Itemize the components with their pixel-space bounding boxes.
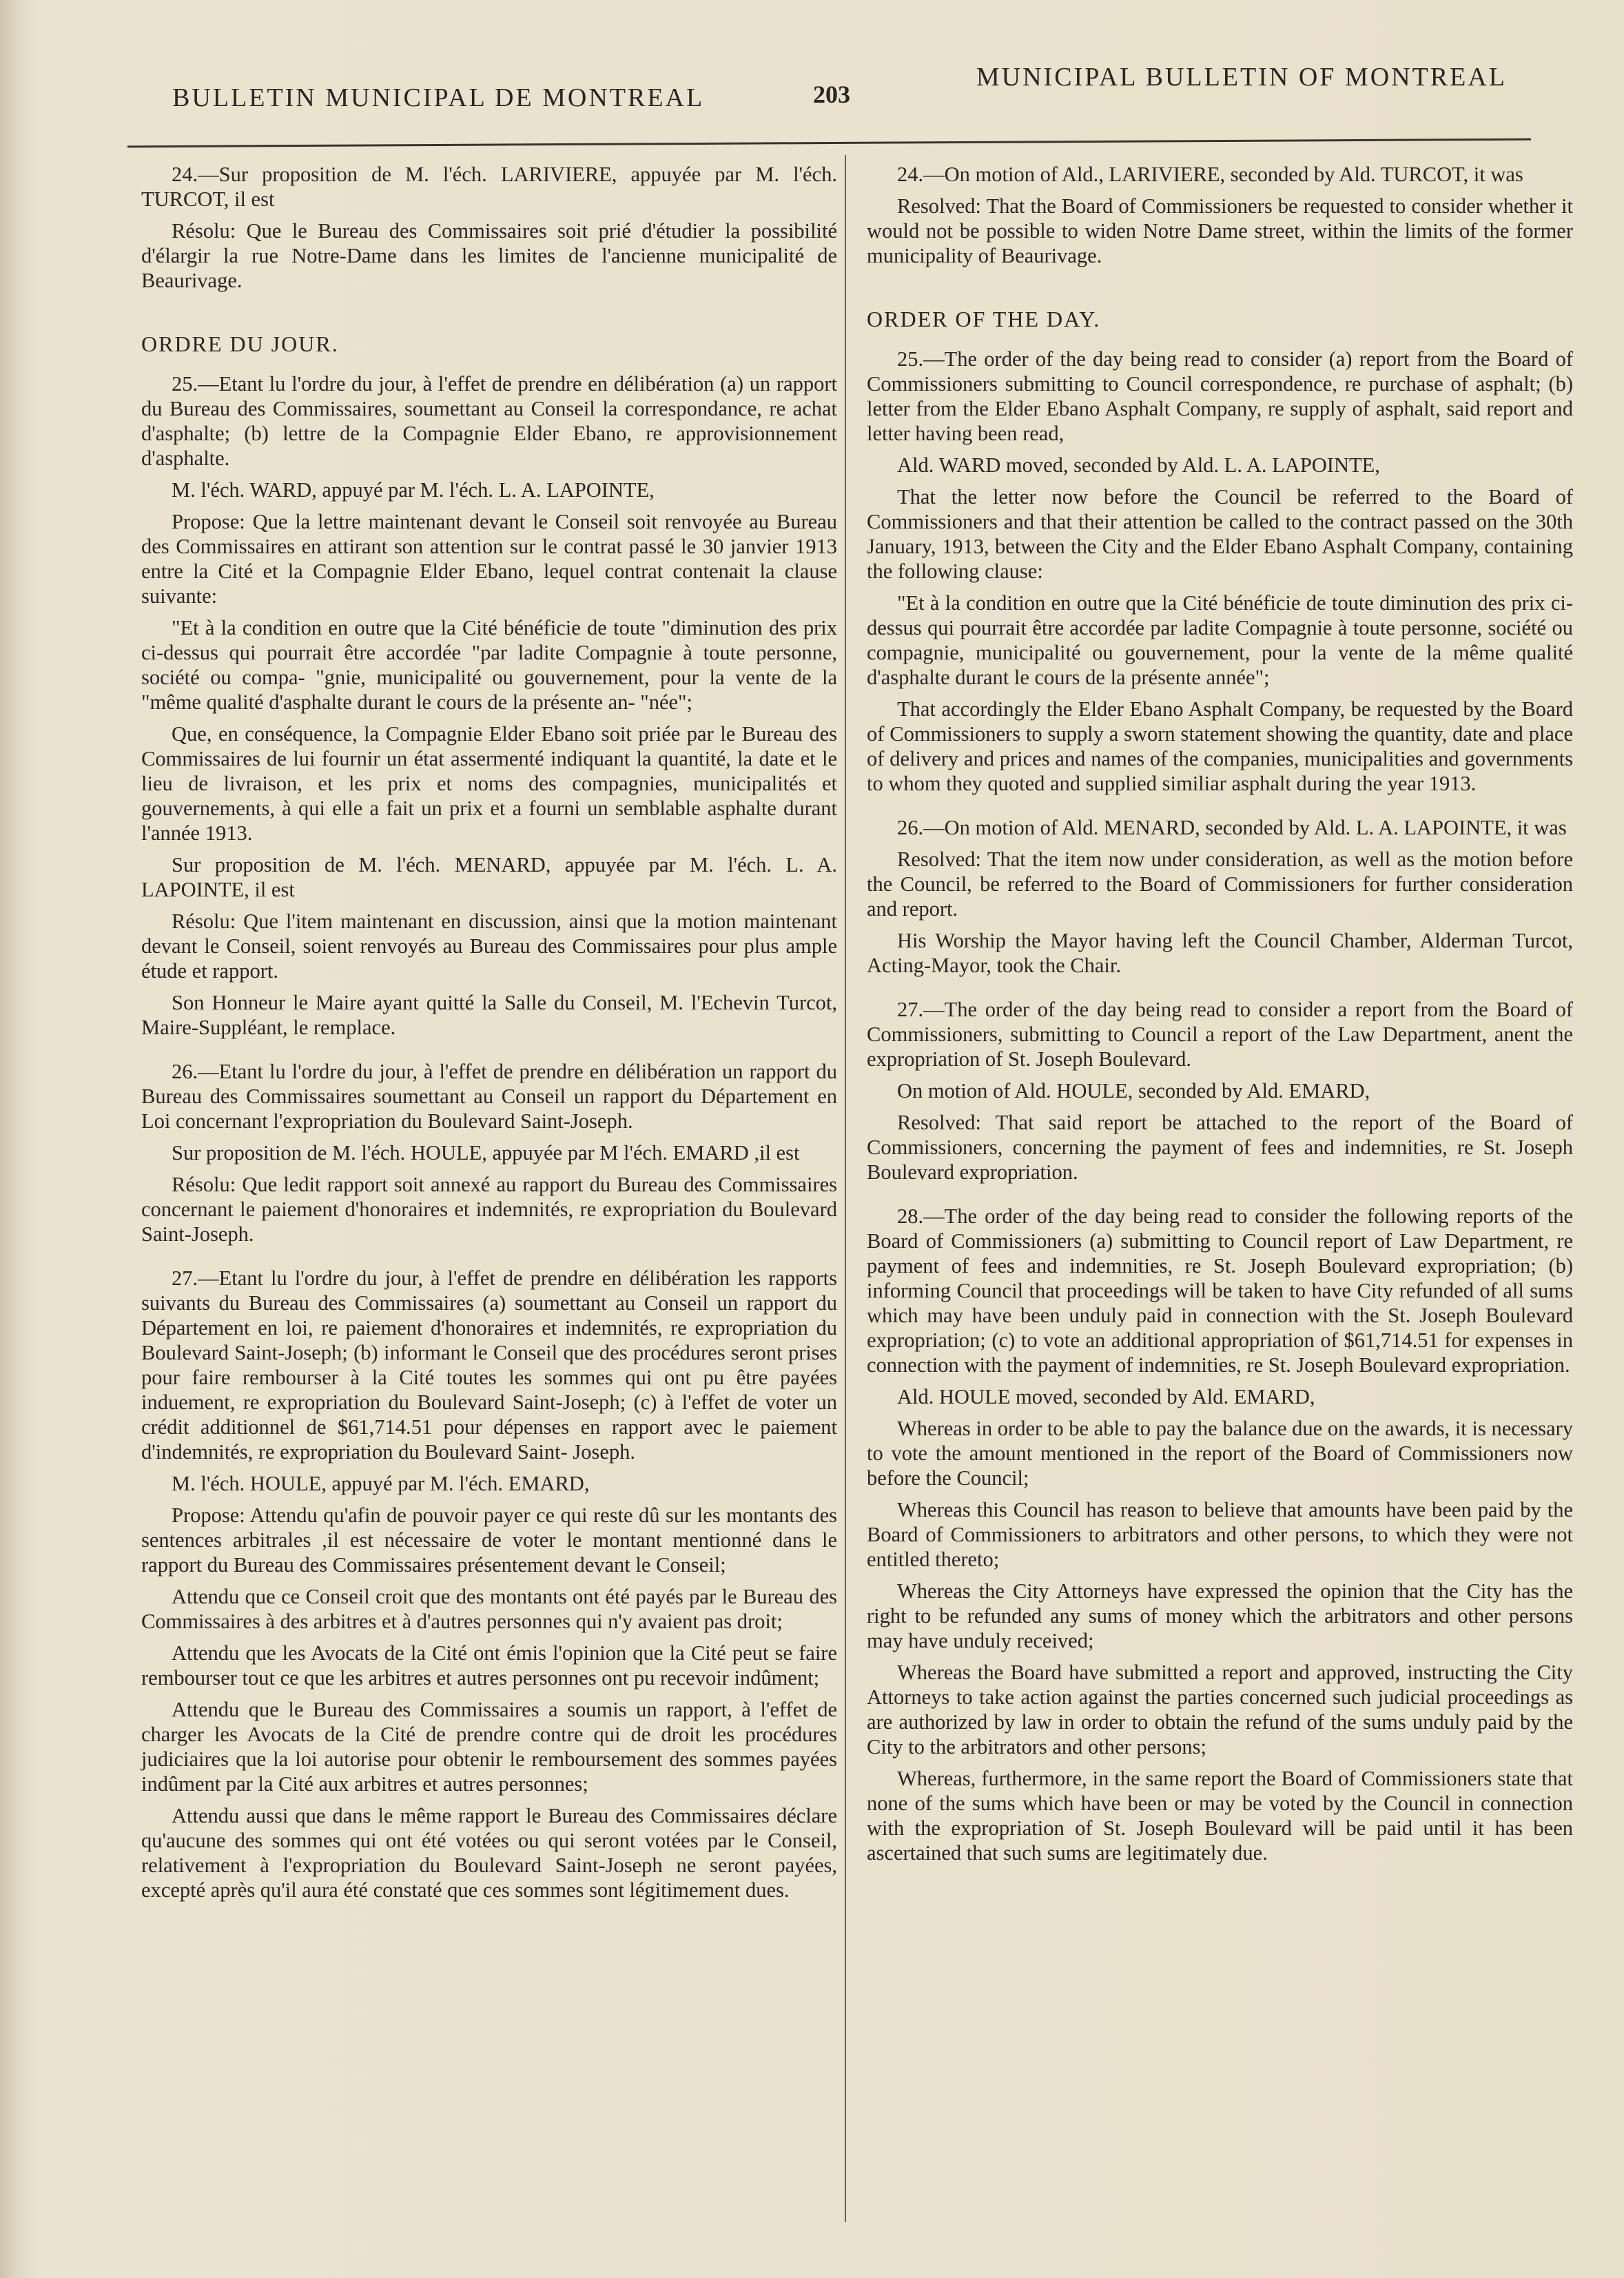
paragraph: Résolu: Que le Bureau des Commissaires soit prié d'étudier la possibilité d'élargir la rue Notre-Dame dans les limites de l'ancienne municipalité de Beaurivage. xyxy=(141,219,837,292)
paragraph: Son Honneur le Maire ayant quitté la Salle du Conseil, M. l'Echevin Turcot, Maire-Suppléant, le remplace. xyxy=(141,991,837,1039)
paragraph: On motion of Ald. HOULE, seconded by Ald. EMARD, xyxy=(897,1079,1370,1102)
paragraph: 27.—The order of the day being read to consider a report from the Board of Commissioners, submitting to Council a report of the Law Department, anent the expropriation of St. Joseph Boulevard. xyxy=(867,998,1573,1071)
paragraph: Attendu que le Bureau des Commissaires a soumis un rapport, à l'effet de charger les Avocats de la Cité de prendre contre qui de droit les procédures judiciaires que la loi autorise pour obtenir le remboursement des sommes payées indûment par la Cité aux arbitres et autres personnes; xyxy=(141,1698,837,1796)
paragraph: 26.—Etant lu l'ordre du jour, à l'effet de prendre en délibération un rapport du Bureau des Commissaires soumettant au Conseil un rapport du Département en Loi concernant l'expropriation du Boulevard Saint-Joseph. xyxy=(141,1060,837,1133)
paragraph: Resolved: That the item now under consideration, as well as the motion before the Council, be referred to the Board of Commissioners for further consideration and report. xyxy=(867,848,1573,921)
paragraph: Attendu aussi que dans le même rapport le Bureau des Commissaires déclare qu'aucune des sommes qui ont été votées ou qui seront votées par le Conseil, relativement à l'expropriation du Boulevard Saint-Joseph ne seront payées, excepté après qu'il aura été constaté que ces sommes sont légitimement dues. xyxy=(141,1804,837,1902)
paragraph: Que, en conséquence, la Compagnie Elder Ebano soit priée par le Bureau des Commissaires de lui fournir un état assermenté indiquant la quantité, la date et le lieu de livraison, et les prix et noms des compagnies, municipalités et gouvernements, à qui elle a fait un prix et a fourni un semblable asphalte durant l'année 1913. xyxy=(141,722,837,845)
paragraph: M. l'éch. HOULE, appuyé par M. l'éch. EMARD, xyxy=(172,1472,590,1495)
paragraph: Attendu que ce Conseil croit que des montants ont été payés par le Bureau des Commissaires à des arbitres et à d'autres personnes qui n'y avaient pas droit; xyxy=(141,1585,837,1633)
paragraph: Ald. HOULE moved, seconded by Ald. EMARD, xyxy=(897,1385,1315,1408)
paragraph: Whereas the Board have submitted a report and approved, instructing the City Attorneys to take action against the parties concerned such judicial proceedings as are authorized by law in order to obtain the refund of the sums unduly paid by the City to the arbitrators and other persons; xyxy=(867,1661,1573,1758)
page-header xyxy=(124,55,1534,131)
paragraph-gap xyxy=(141,1047,837,1059)
column-divider xyxy=(845,155,846,2222)
paragraph: "Et à la condition en outre que la Cité bénéficie de toute diminution des prix ci-dessus qui pourrait être accordée par ladite Compagnie à toute personne, société ou compagnie, municipalité ou gouvernement, pour la vente de la même qualité d'asphalte durant le cours de la présente année"; xyxy=(867,591,1573,689)
paragraph: That accordingly the Elder Ebano Asphalt Company, be requested by the Board of Commissioners to supply a sworn statement showing the quantity, date and place of delivery and prices and names of the companies, municipalities and governments to whom they quoted and supplied similiar asphalt during the year 1913. xyxy=(867,697,1573,795)
paragraph: Resolved: That the Board of Commissioners be requested to consider whether it would not be possible to widen Notre Dame street, within the limits of the former municipality of Beaurivage. xyxy=(867,194,1573,267)
paragraph: Sur proposition de M. l'éch. MENARD, appuyée par M. l'éch. L. A. LAPOINTE, il est xyxy=(141,853,837,901)
paragraph: 24.—Sur proposition de M. l'éch. LARIVIERE, appuyée par M. l'éch. TURCOT, il est xyxy=(141,163,837,211)
french-column xyxy=(141,162,837,1909)
paragraph: 26.—On motion of Ald. MENARD, seconded by Ald. L. A. LAPOINTE, it was xyxy=(897,816,1567,839)
paragraph: 28.—The order of the day being read to consider the following reports of the Board of Commissioners (a) submitting to Council report of Law Department, re payment of fees and indemnities, re St. Joseph Boulevard expropriation; (b) informing Council that proceedings will be taken to have City refunded of all sums which may have been unduly paid in connection with the St. Joseph Boulevard expropriation; (c) to vote an additional appropriation of $61,714.51 for expenses in connection with the payment of indemnities, re St. Joseph Boulevard expropriation. xyxy=(867,1204,1573,1377)
paragraph-gap xyxy=(867,985,1573,997)
paragraph: Ald. WARD moved, seconded by Ald. L. A. LAPOINTE, xyxy=(897,453,1380,477)
section-heading: ORDRE DU JOUR. xyxy=(141,331,339,356)
paragraph: Whereas, furthermore, in the same report the Board of Commissioners state that none of the sums which have been or may be voted by the Council in connection with the expropriation of St. Joseph Boulevard will be paid until it has been ascertained that such sums are legitimately due. xyxy=(867,1767,1573,1865)
header-french-title: BULLETIN MUNICIPAL DE MONTREAL xyxy=(172,83,705,112)
paragraph: Propose: Attendu qu'afin de pouvoir payer ce qui reste dû sur les montants des sentences arbitrales ,il est nécessaire de voter le montant mentionné dans le rapport du Bureau des Commissaires présentement devant le Conseil; xyxy=(141,1504,837,1577)
paragraph: Résolu: Que ledit rapport soit annexé au rapport du Bureau des Commissaires concernant le paiement d'honoraires et indemnités, re expropriation du Boulevard Saint-Joseph. xyxy=(141,1173,837,1246)
paragraph: His Worship the Mayor having left the Council Chamber, Alderman Turcot, Acting-Mayor, took the Chair. xyxy=(867,929,1573,977)
header-rule xyxy=(127,138,1531,148)
paragraph-gap xyxy=(141,1253,837,1266)
section-heading: ORDER OF THE DAY. xyxy=(867,307,1101,331)
paragraph: Whereas the City Attorneys have expressed the opinion that the City has the right to be refunded any sums of money which the arbitrators and other persons may have unduly received; xyxy=(867,1579,1573,1652)
paragraph: M. l'éch. WARD, appuyé par M. l'éch. L. A. LAPOINTE, xyxy=(172,478,655,502)
paragraph: Propose: Que la lettre maintenant devant le Conseil soit renvoyée au Bureau des Commissaires en attirant son attention sur le contrat passé le 30 janvier 1913 entre la Cité et la Compagnie Elder Ebano, lequel contrat contenait la clause suivante: xyxy=(141,510,837,608)
paragraph: That the letter now before the Council be referred to the Board of Commissioners and that their attention be called to the contract passed on the 30th January, 1913, between the City and the Elder Ebano Asphalt Company, containing the following clause: xyxy=(867,485,1573,583)
paragraph: 24.—On motion of Ald., LARIVIERE, seconded by Ald. TURCOT, it was xyxy=(897,163,1523,186)
paragraph: Resolved: That said report be attached to the report of the Board of Commissioners, concerning the payment of fees and indemnities, re St. Joseph Boulevard expropriation. xyxy=(867,1111,1573,1184)
paragraph: 25.—Etant lu l'ordre du jour, à l'effet de prendre en délibération (a) un rapport du Bureau des Commissaires, soumettant au Conseil la correspondance, re achat d'asphalte; (b) lettre de la Compagnie Elder Ebano, re approvisionnement d'asphalte. xyxy=(141,372,837,470)
paragraph-gap xyxy=(867,1191,1573,1204)
paragraph: 27.—Etant lu l'ordre du jour, à l'effet de prendre en délibération les rapports suivants du Bureau des Commissaires (a) soumettant au Conseil un rapport du Département en loi, re paiement d'honoraires et indemnités, re expropriation du Boulevard Saint-Joseph; (b) informant le Conseil que des procédures seront prises pour faire rembourser à la Cité toutes les sommes qui ont pu être payées induement, re expropriation du Boulevard Saint-Joseph; (c) à l'effet de voter un crédit additionnel de $61,714.51 pour dépenses en rapport avec le paiement d'indemnités, re expropriation du Boulevard Saint- Joseph. xyxy=(141,1266,837,1464)
paragraph: "Et à la condition en outre que la Cité bénéficie de toute "diminution des prix ci-dessus qui pourrait être accordée "par ladite Compagnie à toute personne, société ou compa- "gnie, municipalité ou gouvernement, pour la vente de la "même qualité d'asphalte durant le cours de la présente an- "née"; xyxy=(141,616,837,714)
paragraph: Whereas in order to be able to pay the balance due on the awards, it is necessary to vote the amount mentioned in the report of the Board of Commissioners now before the Council; xyxy=(867,1417,1573,1490)
paragraph: Résolu: Que l'item maintenant en discussion, ainsi que la motion maintenant devant le Conseil, soient renvoyés au Bureau des Commissaires pour plus ample étude et rapport. xyxy=(141,910,837,983)
paragraph: Whereas this Council has reason to believe that amounts have been paid by the Board of Commissioners to arbitrators and other persons, to which they were not entitled thereto; xyxy=(867,1498,1573,1571)
english-column xyxy=(867,162,1573,1872)
header-english-title: MUNICIPAL BULLETIN OF MONTREAL xyxy=(976,63,1507,92)
page-number: 203 xyxy=(813,81,850,108)
paragraph-gap xyxy=(867,803,1573,815)
paragraph: 25.—The order of the day being read to consider (a) report from the Board of Commissioners submitting to Council correspondence, re purchase of asphalt; (b) letter from the Elder Ebano Asphalt Company, re supply of asphalt, said report and letter having been read, xyxy=(867,347,1573,445)
paragraph: Attendu que les Avocats de la Cité ont émis l'opinion que la Cité peut se faire rembourser tout ce que les arbitres et autres personnes ont pu recevoir indûment; xyxy=(141,1641,837,1690)
paragraph: Sur proposition de M. l'éch. HOULE, appuyée par M l'éch. EMARD ,il est xyxy=(172,1141,800,1164)
